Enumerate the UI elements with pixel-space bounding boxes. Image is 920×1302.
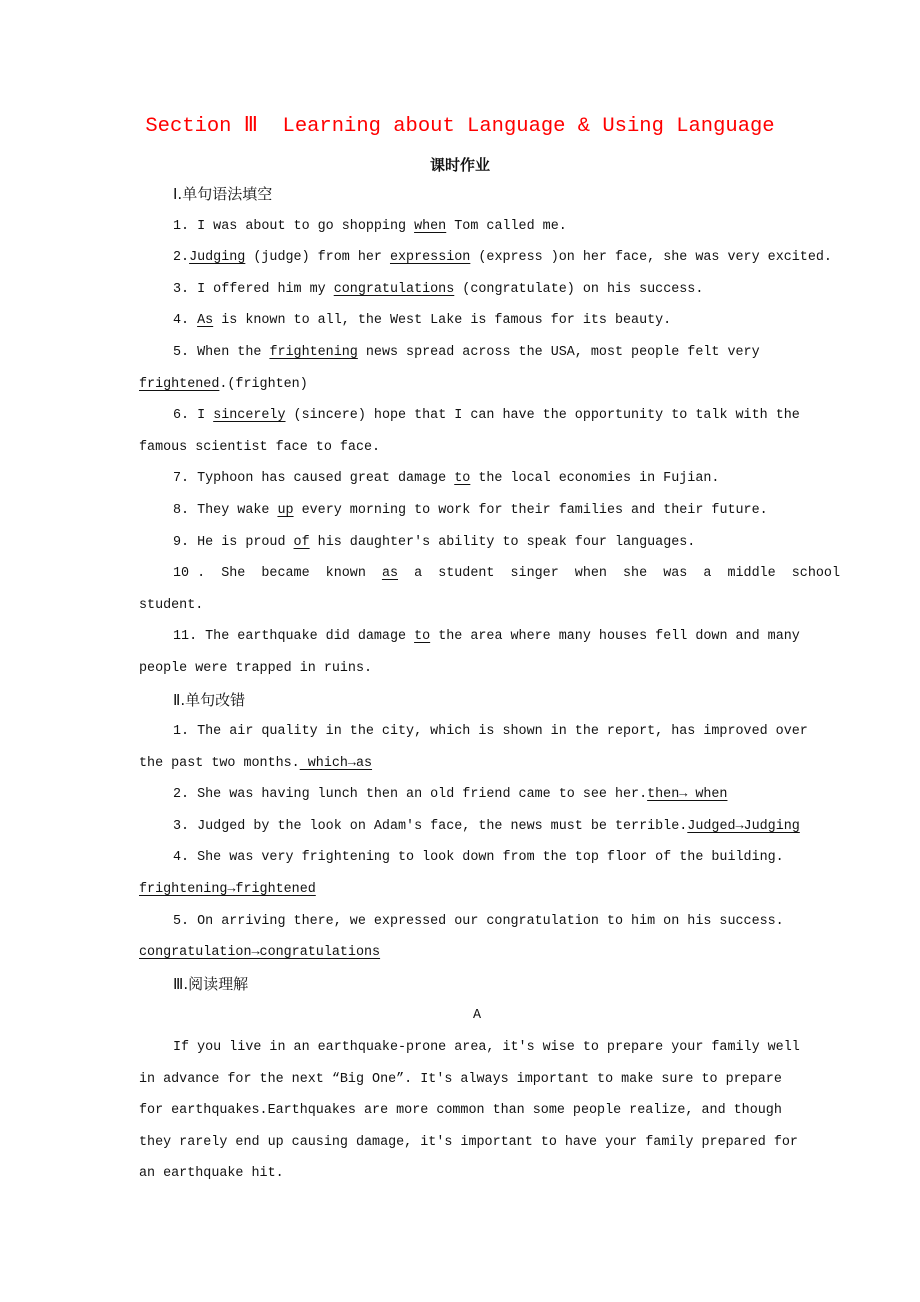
subtitle: 课时作业 [429,156,490,174]
text-segment: 1. I was about to go shopping [173,218,415,234]
text-segment: 9. He is proud [173,534,294,550]
text-segment: Tom called me. [446,218,567,234]
text-line [139,369,839,401]
text-segment: the area where many houses fell down and many [430,629,800,645]
text-segment: 11. The earthquake did damage [173,629,415,645]
text-segment: 5. On arriving there, we expressed our congratulation to him on his success. [173,913,784,929]
text-segment: (sincere) hope that I can have the opportunity to talk with the [285,408,800,424]
text-segment: the past two months. [139,755,300,771]
text-segment: 6. I [173,408,214,424]
text-segment: If you live in an earthquake-prone area, it's wise to prepare your family well [173,1040,800,1056]
answer-text: expression [389,250,471,266]
text-segment: the local economies in Fujian. [470,471,720,487]
text-segment: people were trapped in ruins. [139,660,373,676]
answer-text: frightening [269,344,358,360]
text-line [139,211,839,243]
text-line [139,1095,839,1127]
text-line [139,274,839,306]
text-line [139,463,839,495]
text-line [139,1032,839,1064]
section-title: Section Ⅲ Learning about Language & Using Language [145,115,775,138]
text-segment: is known to all, the West Lake is famous for its beauty. [213,313,672,329]
answer-text: frightened [139,376,220,392]
answer-text: sincerely [213,408,286,424]
text-segment: his daughter's ability to speak four languages. [309,534,696,550]
text-segment: 10 . She became known [173,566,382,582]
text-segment: 4. [173,313,198,329]
text-segment: 3. I offered him my [173,281,334,297]
text-segment: famous scientist face to face. [139,439,381,455]
text-segment: (judge) from her [245,250,390,266]
text-line [139,1127,839,1159]
text-line [139,242,839,274]
text-line [139,906,839,938]
text-line [139,1064,839,1096]
text-line [139,495,839,527]
answer-text: as [381,566,399,582]
text-segment: every morning to work for their families and their future. [293,502,768,518]
text-line [139,748,839,780]
answer-text: then→ when [647,787,728,803]
text-segment: news spread across the USA, most people felt very [357,344,760,360]
text-segment: 1. The air quality in the city, which is shown in the report, has improved over [173,724,808,740]
text-segment: they rarely end up causing damage, it's important to have your family prepared for [139,1134,798,1150]
answer-text: of [293,534,310,550]
text-segment: 7. Typhoon has caused great damage [173,471,455,487]
section-heading [139,179,839,211]
answer-text: congratulation→congratulations [139,945,381,961]
text-segment: for earthquakes.Earthquakes are more common than some people realize, and though [139,1103,782,1119]
text-line [139,621,839,653]
text-segment: A [472,1008,482,1024]
text-line [139,590,839,622]
text-segment: 3. Judged by the look on Adam's face, the news must be terrible. [173,818,688,834]
text-segment: 4. She was very frightening to look down from the top floor of the building. [173,850,784,866]
answer-text: frightening→frightened [139,882,316,898]
text-segment: student. [139,597,204,613]
text-segment: 2. She was having lunch then an old friend came to see her. [173,787,648,803]
text-line [139,842,839,874]
text-segment: an earthquake hit. [139,1166,284,1182]
answer-text: which→as [299,755,373,771]
text-line [139,337,839,369]
text-line [139,874,839,906]
text-segment: .(frighten) [219,376,308,392]
text-line [139,716,839,748]
text-line [139,432,839,464]
answer-text: when [414,218,447,234]
text-segment: in advance for the next “Big One”. It's always important to make sure to prepare [139,1071,782,1087]
text-segment: Ⅲ.阅读理解 [173,974,249,993]
text-segment: 2. [173,250,190,266]
section-heading [139,969,839,1001]
answer-text: Judged→Judging [687,818,800,834]
text-segment: Ⅰ.单句语法填空 [173,185,273,203]
text-line [139,811,839,843]
section-heading [139,685,839,717]
answer-text: As [197,313,214,329]
text-line [139,527,839,559]
text-line [139,937,839,969]
text-line [139,653,839,685]
text-segment: Ⅱ.单句改错 [173,690,246,709]
text-line [139,779,839,811]
passage-label [139,1000,839,1032]
document-body [139,179,839,1190]
text-line [139,400,839,432]
text-segment: a student singer when she was a middle school [398,566,840,582]
answer-text: Judging [189,250,246,266]
text-segment: 5. When the [173,344,270,360]
answer-text: congratulations [333,281,455,297]
text-segment: (congratulate) on his success. [454,281,704,297]
text-segment: 8. They wake [173,502,278,518]
answer-text: to [454,471,471,487]
answer-text: up [277,502,294,518]
text-line [139,558,839,590]
text-line [139,305,839,337]
text-segment: (express )on her face, she was very excited. [470,250,832,266]
answer-text: to [414,629,431,645]
text-line [139,1158,839,1190]
